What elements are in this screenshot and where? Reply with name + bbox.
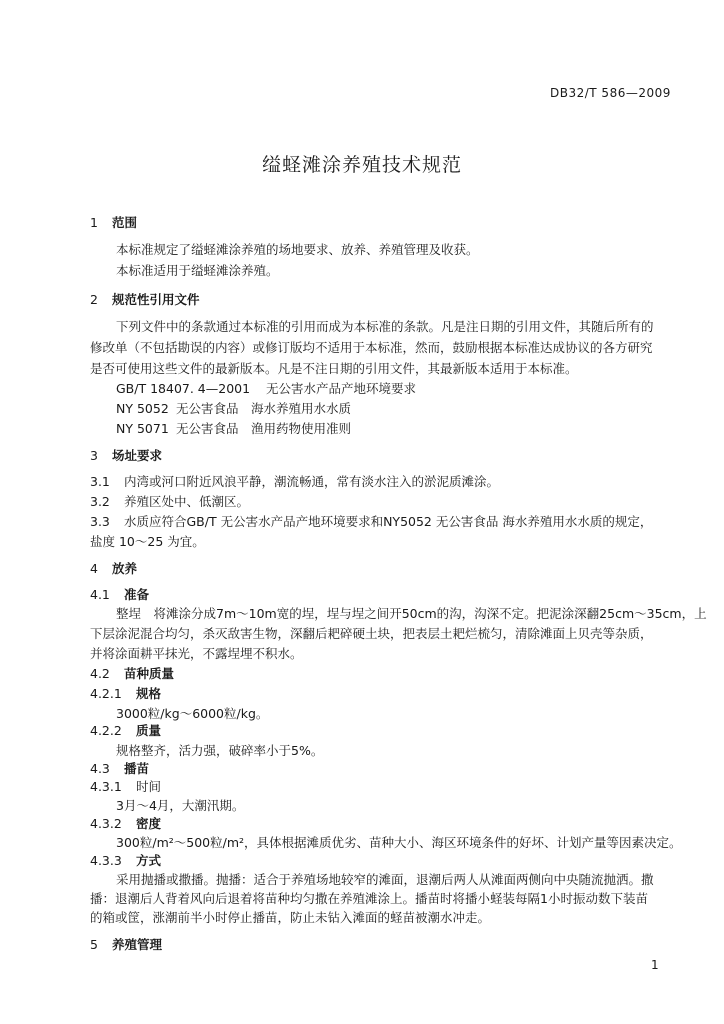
section-title: 规范性引用文件 [112, 292, 200, 307]
clause-number: 3.3 [90, 514, 110, 529]
paragraph-line: 是否可使用这些文件的最新版本。凡是不注日期的引用文件，其最新版本适用于本标准。 [90, 361, 578, 376]
subsection-number: 4.3.3 [90, 853, 122, 868]
section-3-heading [90, 446, 162, 464]
clause-continuation: 盐度 10～25 为宜。 [90, 534, 205, 549]
reference-item [116, 399, 351, 417]
reference-code: NY 5052 [116, 401, 169, 416]
section-number: 5 [90, 937, 98, 952]
subsection-number: 4.3 [90, 761, 110, 776]
subsection-title: 时间 [136, 779, 162, 794]
subsection-title: 准备 [124, 587, 150, 602]
section-1-heading [90, 213, 137, 231]
document-code: DB32/T 586—2009 [550, 86, 671, 100]
subsection-4-2-heading [90, 664, 174, 682]
clause-text: 养殖区处中、低潮区。 [124, 494, 250, 509]
reference-title: 无公害食品 渔用药物使用准则 [176, 421, 352, 436]
subsection-title: 方式 [136, 853, 162, 868]
subsection-4-3-3-heading [90, 851, 161, 869]
clause-item [90, 492, 249, 510]
paragraph-line: 下列文件中的条款通过本标准的引用而成为本标准的条款。凡是注日期的引用文件，其随后所有的 [116, 319, 654, 334]
section-number: 3 [90, 448, 98, 463]
document-title: 缢蛏滩涂养殖技术规范 [261, 154, 462, 176]
paragraph: 300粒/m²～500粒/m²，具体根据滩质优劣、苗种大小、海区环境条件的好坏、计划产量等因素决定。 [116, 835, 682, 850]
section-title: 放养 [112, 561, 138, 576]
subsection-title: 密度 [136, 816, 162, 831]
subsection-number: 4.3.2 [90, 816, 122, 831]
subsection-number: 4.1 [90, 587, 110, 602]
reference-title: 无公害食品 海水养殖用水水质 [176, 401, 352, 416]
section-number: 2 [90, 292, 98, 307]
paragraph: 规格整齐，活力强，破碎率小于5%。 [116, 743, 324, 758]
paragraph-line: 并将涂面耕平抹光，不露埕埋不积水。 [90, 646, 303, 661]
section-number: 4 [90, 561, 98, 576]
reference-code: NY 5071 [116, 421, 169, 436]
subsection-title: 播苗 [124, 761, 150, 776]
paragraph: 3月～4月，大潮汛期。 [116, 798, 245, 813]
paragraph-line: 的箱或筐，涨潮前半小时停止播苗，防止未钻入滩面的蛏苗被潮水冲走。 [90, 910, 491, 925]
paragraph: 本标准规定了缢蛏滩涂养殖的场地要求、放养、养殖管理及收获。 [116, 242, 479, 257]
subsection-number: 4.2 [90, 666, 110, 681]
reference-title: 无公害水产品产地环境要求 [266, 381, 417, 396]
paragraph-line: 采用抛播或撒播。抛播：适合于养殖场地较窄的滩面，退潮后两人从滩面两侧向中央随流抛洒。撒 [116, 872, 654, 887]
section-title: 养殖管理 [112, 937, 163, 952]
section-title: 范围 [112, 215, 138, 230]
section-5-heading [90, 935, 162, 953]
subsection-title: 苗种质量 [124, 666, 175, 681]
reference-item [116, 419, 351, 437]
section-4-heading [90, 559, 137, 577]
reference-item [116, 379, 416, 397]
subsection-title: 质量 [136, 723, 162, 738]
clause-item [90, 472, 499, 490]
paragraph: 3000粒/kg～6000粒/kg。 [116, 706, 269, 721]
subsection-4-2-1-heading [90, 684, 161, 702]
subsection-number: 4.2.1 [90, 686, 122, 701]
paragraph-line: 修改单（不包括勘误的内容）或修订版均不适用于本标准，然而，鼓励根据本标准达成协议的各方研究 [90, 340, 653, 355]
section-number: 1 [90, 215, 98, 230]
paragraph-line: 下层涂泥混合均匀，杀灭敌害生物，深翻后耙碎硬土块，把表层土耙烂梳匀，清除滩面上贝壳等杂质， [90, 626, 653, 641]
section-2-heading [90, 290, 200, 308]
page-number: 1 [651, 958, 659, 972]
subsection-title: 规格 [136, 686, 162, 701]
subsection-4-2-2-heading [90, 721, 161, 739]
subsection-4-1-heading [90, 585, 149, 603]
reference-code: GB/T 18407. 4—2001 [116, 381, 251, 396]
clause-text: 内湾或河口附近风浪平静，潮流畅通，常有淡水注入的淤泥质滩涂。 [124, 474, 500, 489]
section-title: 场址要求 [112, 448, 163, 463]
subsection-4-3-2-heading [90, 814, 161, 832]
clause-number: 3.1 [90, 474, 110, 489]
subsection-number: 4.2.2 [90, 723, 122, 738]
subsection-4-3-heading [90, 759, 149, 777]
paragraph-line: 整埕 将滩涂分成7m～10m宽的埕，埕与埕之间开50cm的沟，沟深不定。把泥涂深翻25cm～35cm，上 [116, 606, 707, 621]
subsection-4-3-1-heading [90, 777, 161, 795]
subsection-number: 4.3.1 [90, 779, 122, 794]
clause-item [90, 512, 652, 530]
paragraph-line: 播：退潮后人背着风向后退着将苗种均匀撒在养殖滩涂上。播苗时将播小蛏装每隔1小时振动数下装苗 [90, 891, 648, 906]
clause-number: 3.2 [90, 494, 110, 509]
clause-text: 水质应符合GB/T 无公害水产品产地环境要求和NY5052 无公害食品 海水养殖用水水质的规定， [124, 514, 653, 529]
paragraph: 本标准适用于缢蛏滩涂养殖。 [116, 263, 279, 278]
